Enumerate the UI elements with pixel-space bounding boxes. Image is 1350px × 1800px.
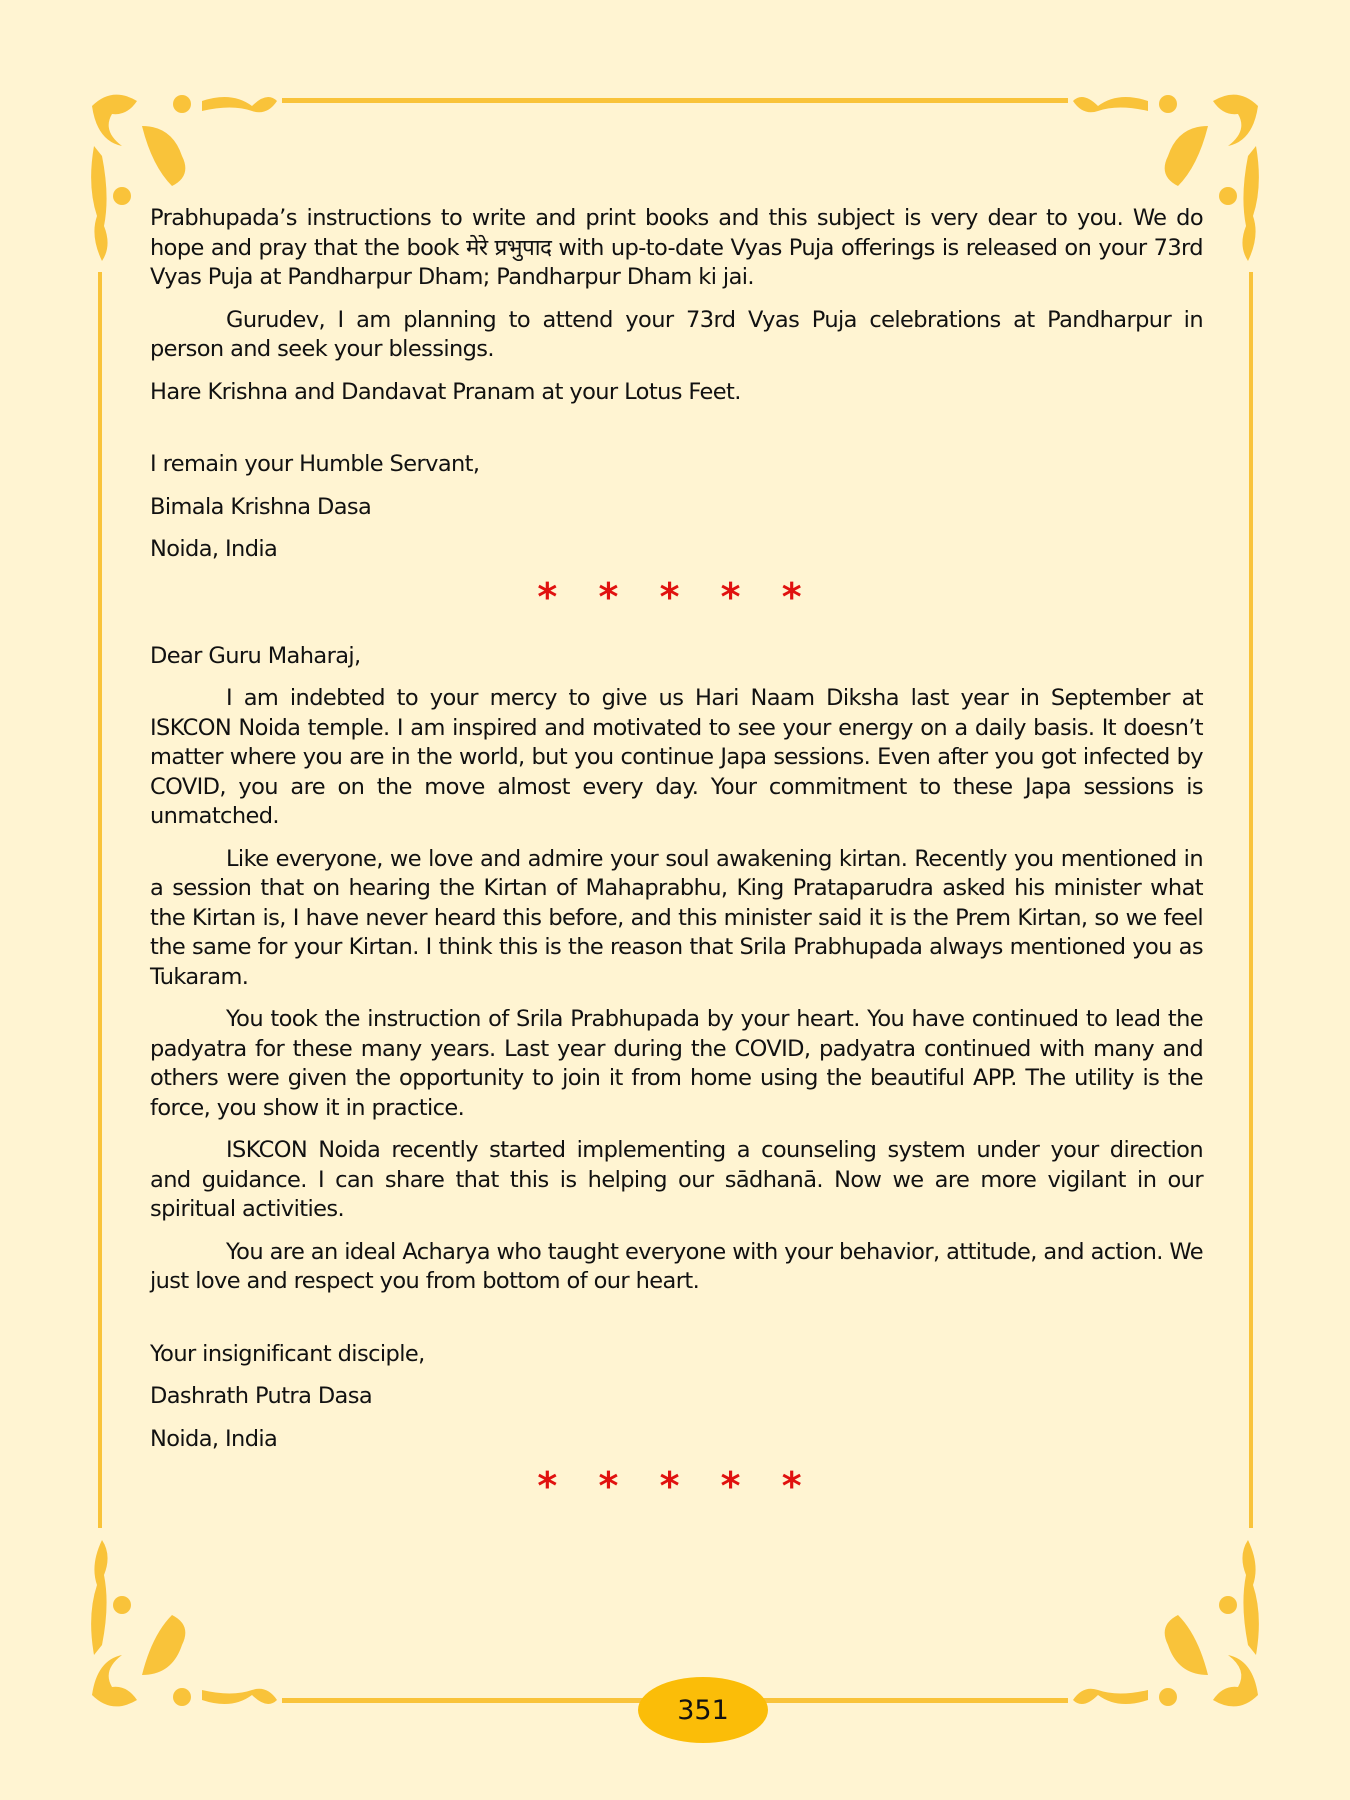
letter-paragraph: Like everyone, we love and admire your soul awakening kirtan. Recently you mentioned in a session that on hearing the Kirtan of Mahaprabhu, King Prataparudra asked his minister what the Kirtan is, I have never heard this before, and this minister said it is the Prem Kirtan, so we feel the same for your Kirtan. I think this is the reason that Srila Prabhupada always mentioned you as Tukaram.	[150, 845, 1203, 990]
closing-line: Hare Krishna and Dandavat Pranam at your Lotus Feet.	[150, 378, 741, 405]
corner-ornament-bottom-left	[82, 1535, 282, 1715]
letter-paragraph: ISKCON Noida recently started implementing a counseling system under your direction and guidance. I can share that this is helping our sādhanā. Now we are more vigilant in our spiritual activities.	[150, 1137, 1203, 1222]
continuation-paragraph-2: Gurudev, I am planning to attend your 73rd Vyas Puja celebrations at Pandharpur in person and seek your blessings.	[150, 306, 1203, 362]
author-name-2: Dashrath Putra Dasa	[150, 1383, 373, 1409]
frame-right-line	[1249, 272, 1253, 1528]
author-location-1: Noida, India	[150, 536, 278, 562]
salutation: Dear Guru Maharaj,	[150, 642, 361, 669]
page-number: 351	[677, 1694, 729, 1726]
signoff-2: Your insignificant disciple,	[150, 1340, 425, 1367]
letter-paragraph: You are an ideal Acharya who taught everyone with your behavior, attitude, and action. We just love and respect you from bottom of our heart.	[150, 1238, 1203, 1294]
signoff-1: I remain your Humble Servant,	[150, 451, 480, 477]
author-name-1: Bimala Krishna Dasa	[150, 493, 372, 520]
separator-stars-2: * * * * *	[537, 1464, 816, 1508]
corner-ornament-bottom-right	[1068, 1535, 1268, 1715]
frame-left-line	[98, 272, 102, 1528]
letter-paragraph: You took the instruction of Srila Prabhupada by your heart. You have continued to lead the padyatra for these many years. Last year during the COVID, padyatra continued with many and others were given the opportunity to join it from home using the beautiful APP. The utility is the force, you show it in practice.	[150, 1006, 1203, 1121]
continuation-paragraph: Prabhupada’s instructions to write and print books and this subject is very dear to you. We do hope and pray that the book मेरे प्रभुपाद with up-to-date Vyas Puja offerings is released on your 73rd Vyas Puja at Pandharpur Dham; Pandharpur Dham ki jai.	[150, 205, 1203, 290]
separator-stars-1: * * * * *	[537, 574, 816, 619]
frame-top-line	[282, 98, 1068, 103]
author-location-2: Noida, India	[150, 1425, 278, 1452]
page-content	[150, 204, 1203, 1531]
page-number-badge	[638, 1677, 768, 1743]
letter-paragraph: I am indebted to your mercy to give us Hari Naam Diksha last year in September at ISKCON Noida temple. I am inspired and motivated to see your energy on a daily basis. It doesn’t matter where you are in the world, but you continue Japa sessions. Even after you got infected by COVID, you are on the move almost every day. Your commitment to these Japa sessions is unmatched.	[150, 685, 1203, 829]
